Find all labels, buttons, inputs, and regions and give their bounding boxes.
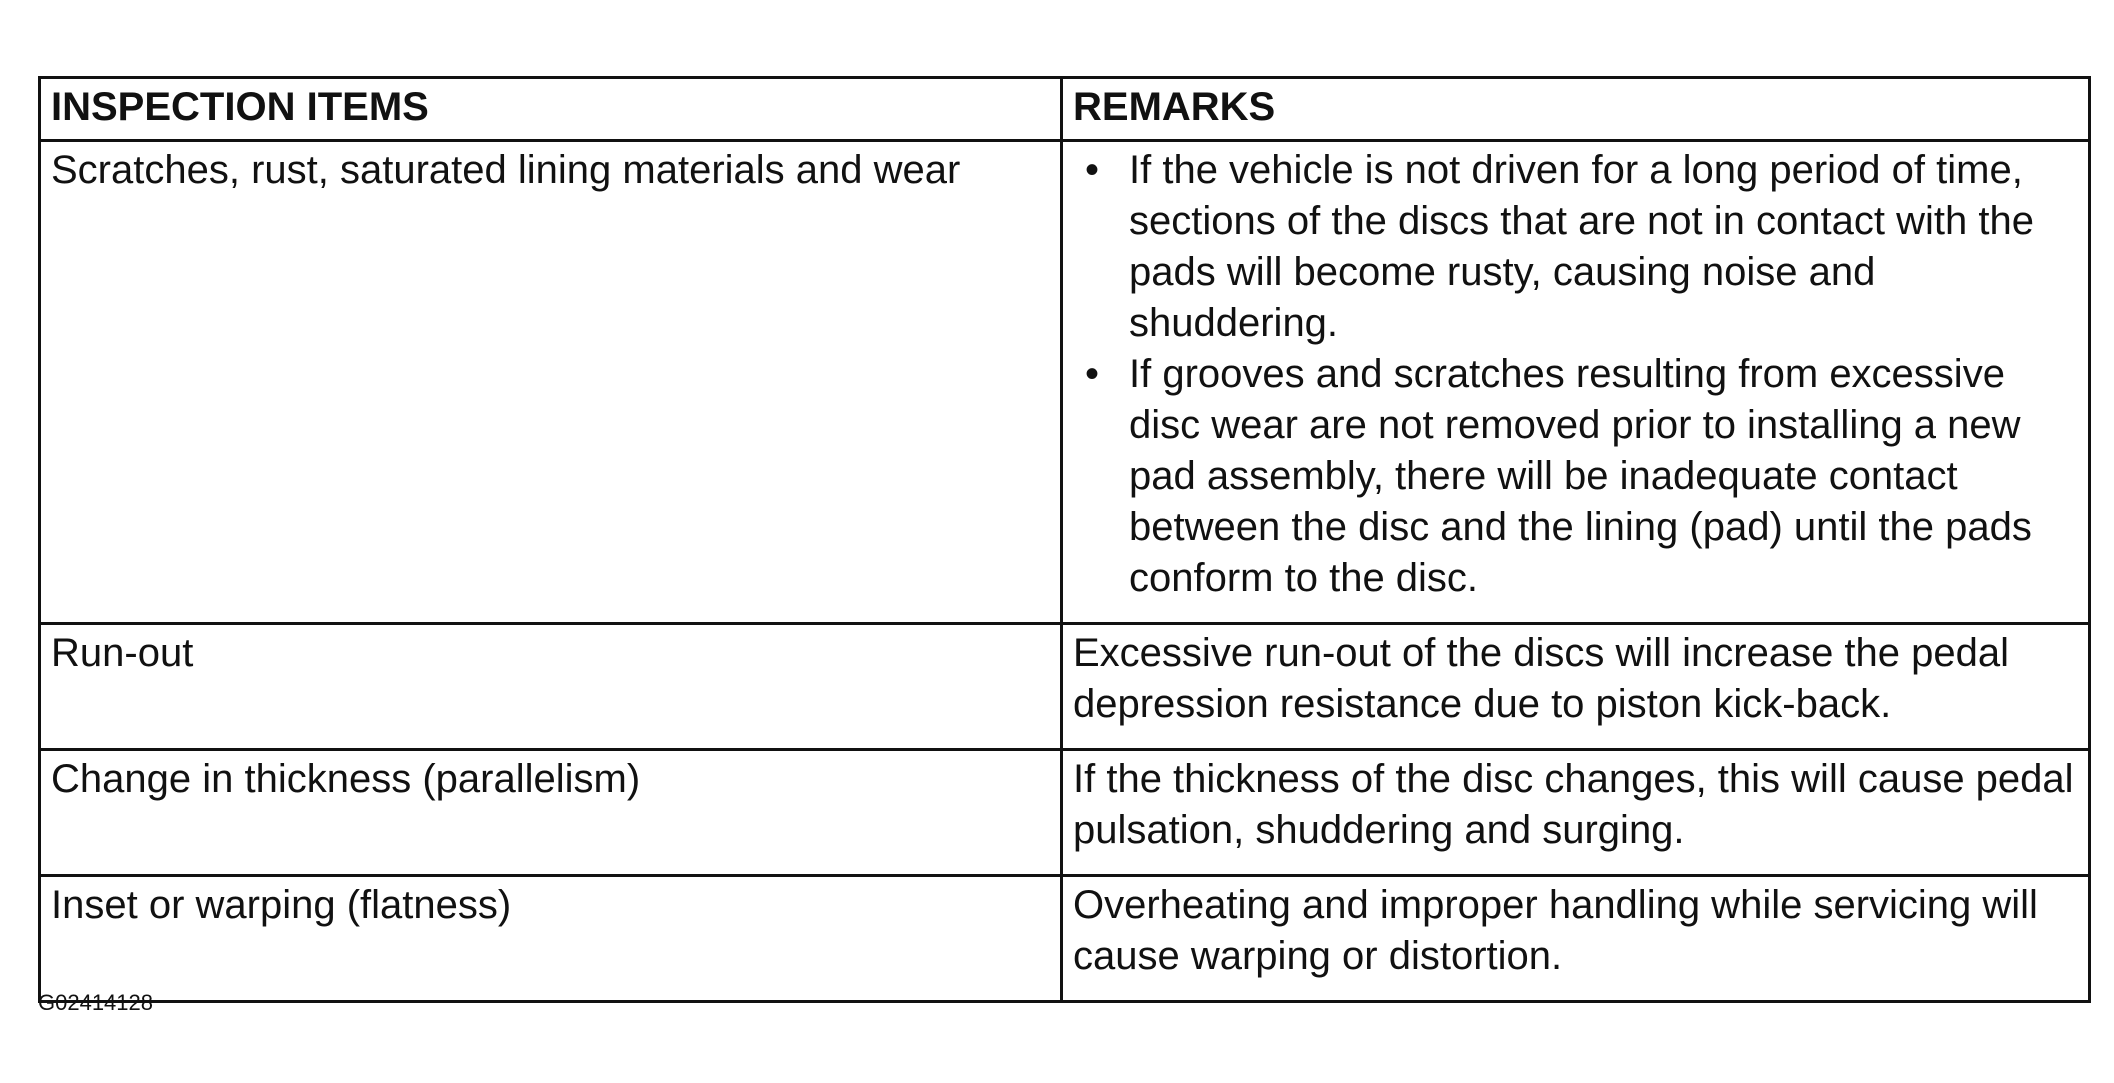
- inspection-table: [38, 76, 2091, 1003]
- remark-bullet-item: • If the vehicle is not driven for a long period of time, sections of the discs that are not in contact with the pads will become rusty, causing noise and shuddering.: [1129, 145, 2078, 349]
- table-row: [40, 750, 2090, 876]
- remarks-cell: Excessive run-out of the discs will increase the pedal depression resistance due to piston kick-back.: [1062, 624, 2090, 750]
- table-row: [40, 876, 2090, 1002]
- inspection-item-cell: Scratches, rust, saturated lining materials and wear: [40, 141, 1062, 624]
- remarks-cell: Overheating and improper handling while servicing will cause warping or distortion.: [1062, 876, 2090, 1002]
- header-remarks: REMARKS: [1062, 78, 2090, 141]
- inspection-table-container: [38, 76, 2088, 1003]
- remarks-cell: If the thickness of the disc changes, this will cause pedal pulsation, shuddering and surging.: [1062, 750, 2090, 876]
- remarks-bullet-list: [1073, 145, 2078, 604]
- header-inspection-items: INSPECTION ITEMS: [40, 78, 1062, 141]
- remarks-cell: [1062, 141, 2090, 624]
- table-row: [40, 624, 2090, 750]
- inspection-item-cell: Inset or warping (flatness): [40, 876, 1062, 1002]
- inspection-item-cell: Run-out: [40, 624, 1062, 750]
- inspection-item-cell: Change in thickness (parallelism): [40, 750, 1062, 876]
- table-row: [40, 141, 2090, 624]
- remark-bullet-item: • If grooves and scratches resulting from excessive disc wear are not removed prior to installing a new pad assembly, there will be inadequate contact between the disc and the lining (pad) until the pads conform to the disc.: [1129, 349, 2078, 604]
- figure-id-label: G02414128: [38, 990, 153, 1015]
- table-header-row: [40, 78, 2090, 141]
